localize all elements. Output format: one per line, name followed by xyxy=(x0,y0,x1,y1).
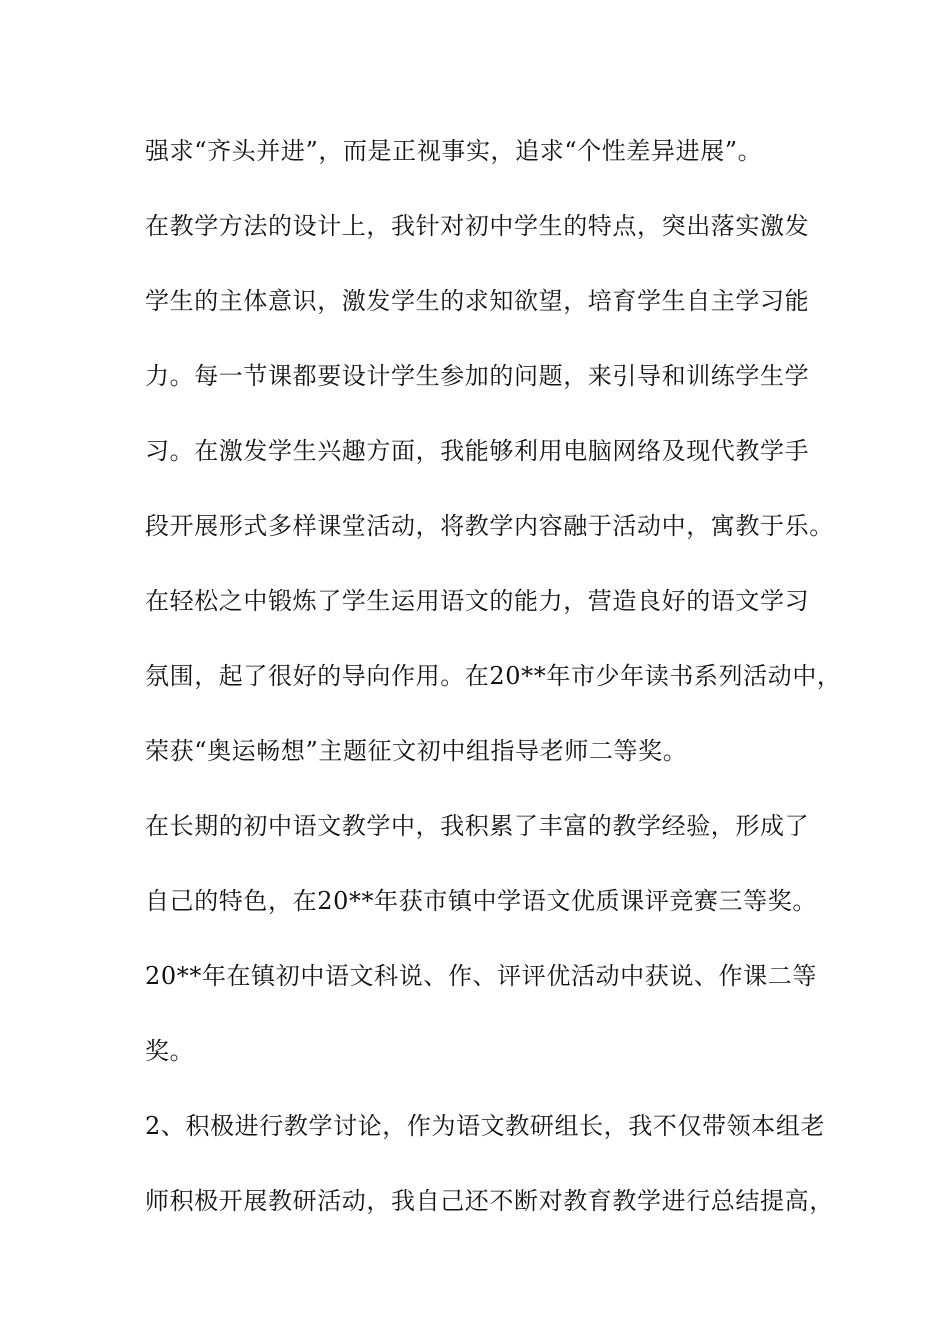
text-line: 强求“齐头并进”，而是正视事实，追求“个性差异进展”。 xyxy=(145,137,763,165)
text-line: 习。在激发学生兴趣方面，我能够利用电脑网络及现代教学手 xyxy=(145,437,810,465)
text-line: 自己的特色，在20**年获市镇中学语文优质课评竞赛三等奖。 xyxy=(145,887,817,915)
text-line: 力。每一节课都要设计学生参加的问题，来引导和训练学生学 xyxy=(145,362,810,390)
text-line: 奖。 xyxy=(145,1037,195,1065)
text-line: 氛围，起了很好的导向作用。在20**年市少年读书系列活动中， xyxy=(145,662,842,690)
text-line: 荣获“奥运畅想”主题征文初中组指导老师二等奖。 xyxy=(145,737,688,765)
text-line: 在轻松之中锻炼了学生运用语文的能力，营造良好的语文学习 xyxy=(145,587,810,615)
text-line: 师积极开展教研活动，我自己还不断对教育教学进行总结提高， xyxy=(145,1187,834,1215)
text-line: 学生的主体意识，激发学生的求知欲望，培育学生自主学习能 xyxy=(145,287,810,315)
text-line: 段开展形式多样课堂活动，将教学内容融于活动中，寓教于乐。 xyxy=(145,512,834,540)
text-line: 20**年在镇初中语文科说、作、评评优活动中获说、作课二等 xyxy=(145,962,817,990)
text-line: 在长期的初中语文教学中，我积累了丰富的教学经验，形成了 xyxy=(145,812,810,840)
text-line: 在教学方法的设计上，我针对初中学生的特点，突出落实激发 xyxy=(145,212,810,240)
text-line: 2、积极进行教学讨论，作为语文教研组长，我不仅带领本组老 xyxy=(145,1112,826,1140)
